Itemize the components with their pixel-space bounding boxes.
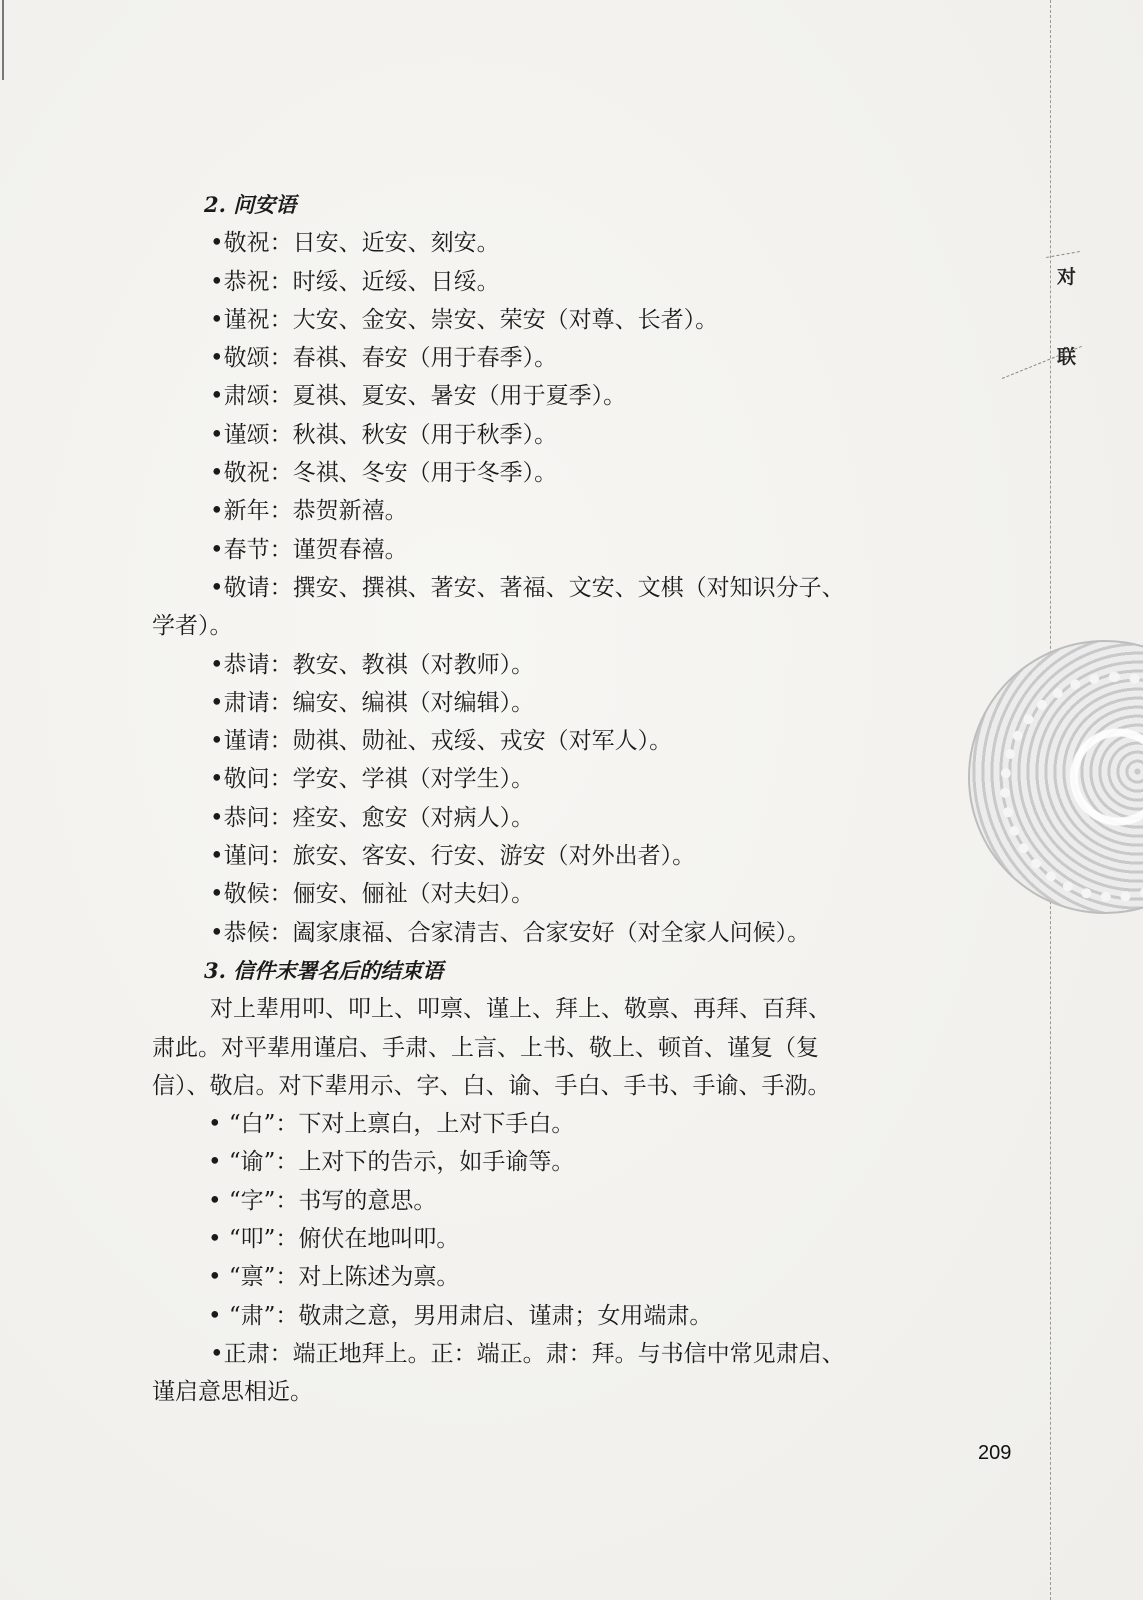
page-edge-mark	[2, 0, 4, 80]
list-item: •谨祝：大安、金安、崇安、荣安（对尊、长者）。	[210, 306, 719, 333]
page-body	[152, 186, 942, 1412]
list-item: •肃颂：夏祺、夏安、暑安（用于夏季）。	[210, 383, 627, 410]
list-item: •谨问：旅安、客安、行安、游安（对外出者）。	[210, 843, 696, 870]
section-heading-2: 2. 问安语	[204, 192, 297, 217]
list-item: •恭祝：时绥、近绥、日绥。	[210, 268, 500, 295]
list-item: •敬问：学安、学祺（对学生）。	[210, 766, 535, 793]
side-tab-line-top	[1046, 251, 1080, 258]
section-heading-3: 3. 信件末署名后的结束语	[204, 957, 444, 983]
list-item: •谨颂：秋祺、秋安（用于秋季）。	[210, 421, 558, 448]
decorative-medallion	[968, 640, 1143, 914]
paragraph-line: 信）、敬启。对下辈用示、字、白、谕、手白、手书、手谕、手泐。	[152, 1072, 831, 1099]
list-item: • “谕”：上对下的告示，如手谕等。	[208, 1149, 575, 1176]
list-item: • “白”：下对上禀白，上对下手白。	[208, 1111, 575, 1138]
list-item: •敬祝：日安、近安、刻安。	[210, 230, 500, 257]
list-item: •敬祝：冬祺、冬安（用于冬季）。	[210, 460, 558, 487]
paragraph-line: 肃此。对平辈用谨启、手肃、上言、上书、敬上、顿首、谨复（复	[152, 1034, 819, 1061]
list-item: •恭问：痊安、愈安（对病人）。	[210, 804, 535, 831]
list-item: •敬颂：春祺、春安（用于春季）。	[210, 345, 558, 372]
list-item-continuation: 谨启意思相近。	[152, 1379, 313, 1406]
list-item: • “肃”：敬肃之意，男用肃启、谨肃；女用端肃。	[208, 1302, 713, 1329]
side-tab-char-2: 联	[1057, 346, 1077, 368]
list-item: •恭候：阖家康福、合家清吉、合家安好（对全家人问候）。	[210, 919, 811, 946]
list-item-wrapped: •正肃：端正地拜上。正：端正。肃：拜。与书信中常见肃启、	[210, 1340, 845, 1367]
page-number: 209	[978, 1442, 1012, 1464]
list-item: •春节：谨贺春禧。	[210, 536, 408, 563]
list-item: • “字”：书写的意思。	[208, 1187, 437, 1214]
list-item: •肃请：编安、编祺（对编辑）。	[210, 689, 535, 716]
list-item: •恭请：教安、教祺（对教师）。	[210, 651, 535, 678]
side-tab-char-1: 对	[1057, 266, 1077, 288]
list-item: •谨请：勋祺、勋祉、戎绥、戎安（对军人）。	[210, 728, 673, 755]
paragraph-line: 对上辈用叩、叩上、叩禀、谨上、拜上、敬禀、再拜、百拜、	[210, 996, 831, 1023]
list-item-continuation: 学者）。	[152, 613, 233, 640]
list-item: •敬候：俪安、俪祉（对夫妇）。	[210, 881, 535, 908]
list-item: • “叩”：俯伏在地叫叩。	[208, 1226, 460, 1253]
list-item-wrapped: •敬请：撰安、撰祺、著安、著福、文安、文棋（对知识分子、	[210, 574, 845, 601]
list-item: • “禀”：对上陈述为禀。	[208, 1264, 460, 1291]
list-item: •新年：恭贺新禧。	[210, 498, 408, 525]
